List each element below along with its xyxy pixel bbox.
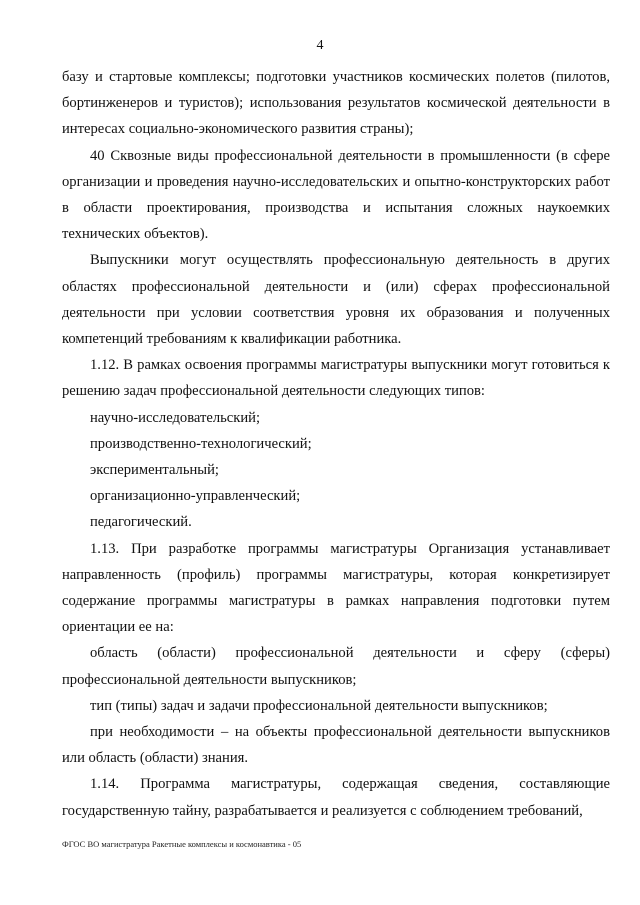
- list-item-management: организационно-управленческий;: [90, 488, 301, 505]
- paragraph-graduates-other-areas: Выпускники могут осуществлять профессиональную деятельность в других областях профессиональной деятельности и (или) сферах профессиональной деятельности при условии соответствия уровня их образования и полученных компетенций требованиям к квалификации работника.: [62, 252, 610, 348]
- list-item-objects: при необходимости – на объекты профессиональной деятельности выпускников или область (области) знания.: [62, 724, 610, 767]
- list-item-experimental: экспериментальный;: [90, 462, 219, 479]
- list-item-production: производственно-технологический;: [90, 435, 312, 452]
- page-number: 4: [316, 38, 324, 53]
- paragraph-1-14: 1.14. Программа магистратуры, содержащая сведения, составляющие государственную тайну, разрабатывается и реализуется с соблюдением требований,: [62, 776, 610, 819]
- paragraph-continuation: базу и стартовые комплексы; подготовки участников космических полетов (пилотов, бортинженеров и туристов); использования результатов космической деятельности в интересах социально-экономического развития страны);: [62, 69, 610, 138]
- page-footer: ФГОС ВО магистратура Ракетные комплексы и космонавтика - 05: [62, 839, 302, 849]
- paragraph-40-cross-cutting: 40 Сквозные виды профессиональной деятельности в промышленности (в сфере организации и проведения научно-исследовательских и опытно-конструкторских работ в области проектирования, производства и испытания сложных наукоемких технических объектов).: [62, 147, 610, 243]
- list-item-research: научно-исследовательский;: [90, 409, 261, 426]
- list-item-area: область (области) профессиональной деятельности и сферу (сферы) профессиональной деятельности выпускников;: [62, 645, 610, 688]
- paragraph-1-12: 1.12. В рамках освоения программы магистратуры выпускники могут готовиться к решению задач профессиональной деятельности следующих типов:: [62, 357, 610, 400]
- paragraph-1-13: 1.13. При разработке программы магистратуры Организация устанавливает направленность (профиль) программы магистратуры, которая конкретизирует содержание программы магистратуры в рамках направления подготовки путем ориентации ее на:: [62, 540, 610, 636]
- document-body: [62, 64, 610, 824]
- list-item-task-types: тип (типы) задач и задачи профессиональной деятельности выпускников;: [90, 697, 548, 714]
- list-item-pedagogical: педагогический.: [90, 514, 192, 531]
